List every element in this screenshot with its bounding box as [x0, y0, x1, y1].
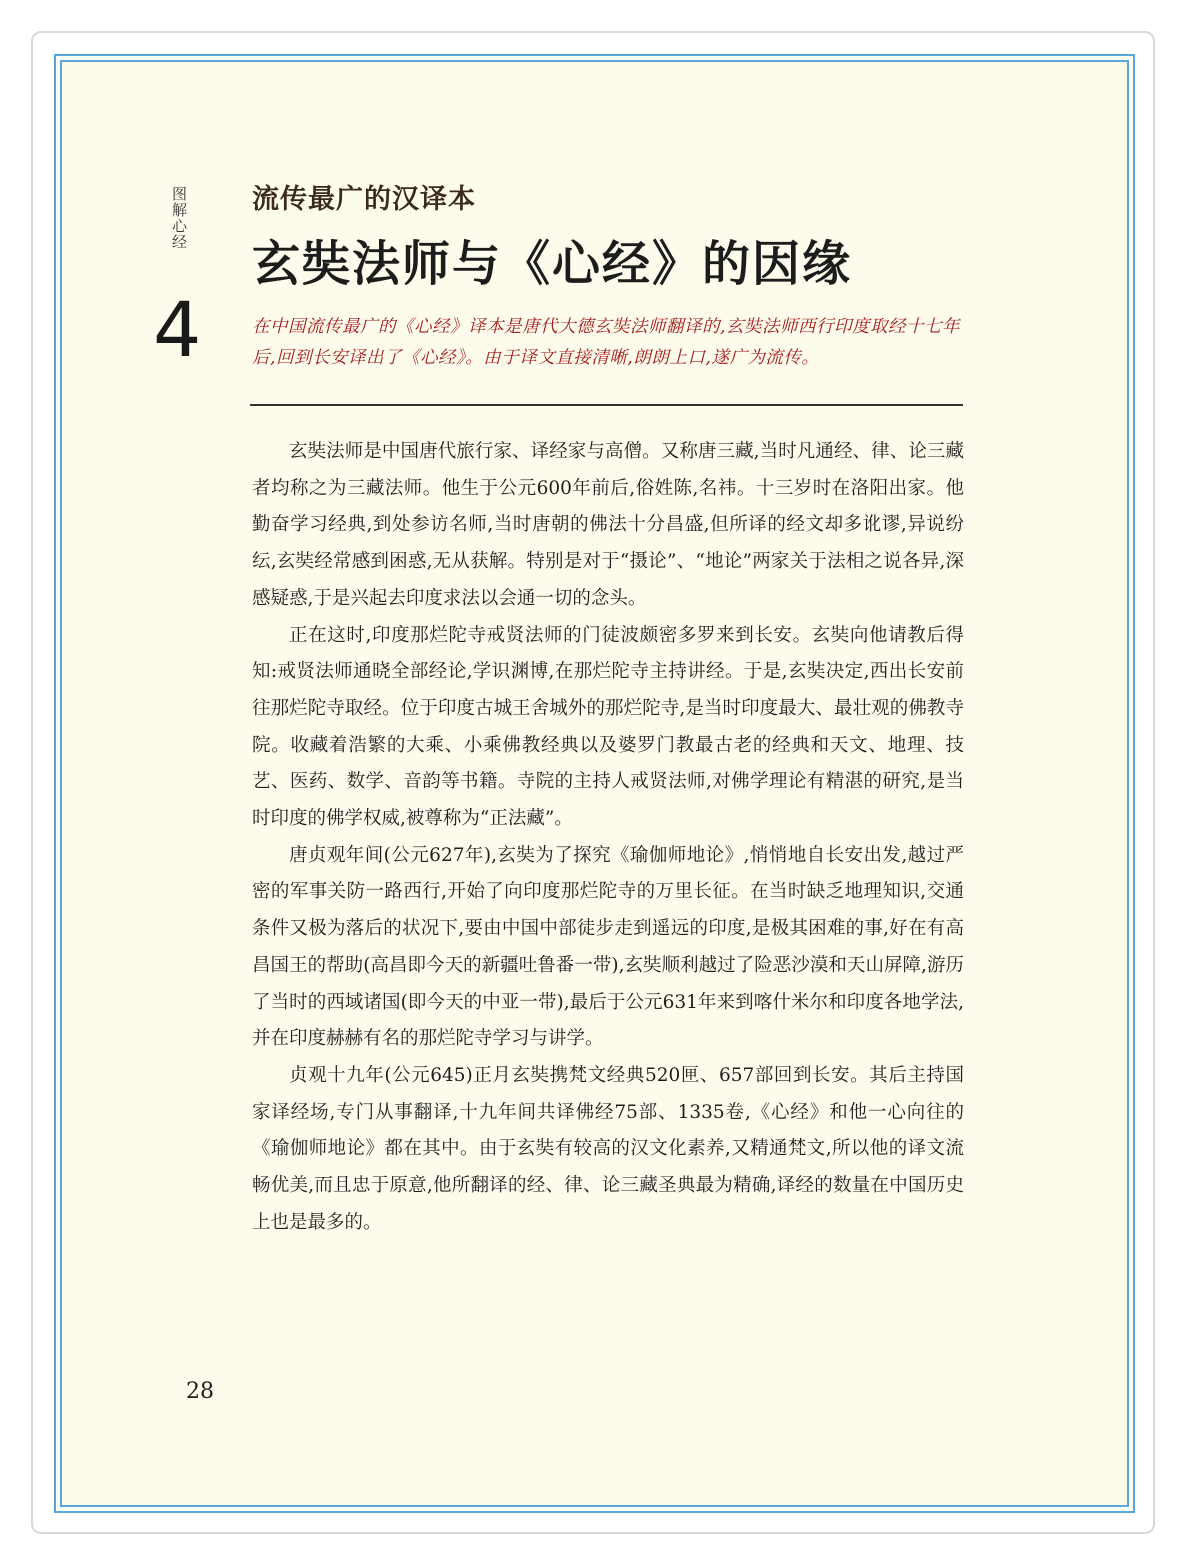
section-title: 玄奘法师与《心经》的因缘: [252, 236, 853, 292]
page-number: 28: [186, 1379, 214, 1404]
chapter-number: 4: [153, 285, 202, 374]
paragraph: 正在这时,印度那烂陀寺戒贤法师的门徒波颇密多罗来到长安。玄奘向他请教后得知:戒贤法师通晓全部经论,学识渊博,在那烂陀寺主持讲经。于是,玄奘决定,西出长安前往那烂陀寺取经。位于印度古城王舍城外的那烂陀寺,是当时印度最大、最壮观的佛教寺院。收藏着浩繁的大乘、小乘佛教经典以及婆罗门教最古老的经典和天文、地理、技艺、医药、数学、音韵等书籍。寺院的主持人戒贤法师,对佛学理论有精湛的研究,是当时印度的佛学权威,被尊称为“正法藏”。: [252, 624, 964, 830]
section-subtitle: 流传最广的汉译本: [252, 184, 476, 215]
paragraph: 贞观十九年(公元645)正月玄奘携梵文经典520匣、657部回到长安。其后主持国家译经场,专门从事翻译,十九年间共译佛经75部、1335卷,《心经》和他一心向往的《瑜伽师地论》都在其中。由于玄奘有较高的汉文化素养,又精通梵文,所以他的译文流畅优美,而且忠于原意,他所翻译的经、律、论三藏圣典最为精确,译经的数量在中国历史上也是最多的。: [252, 1064, 964, 1233]
paragraph: 唐贞观年间(公元627年),玄奘为了探究《瑜伽师地论》,悄悄地自长安出发,越过严密的军事关防一路西行,开始了向印度那烂陀寺的万里长征。在当时缺乏地理知识,交通条件又极为落后的状况下,要由中国中部徒步走到遥远的印度,是极其困难的事,好在有高昌国王的帮助(高昌即今天的新疆吐鲁番一带),玄奘顺利越过了险恶沙漠和天山屏障,游历了当时的西域诸国(即今天的中亚一带),最后于公元631年来到喀什米尔和印度各地学法,并在印度赫赫有名的那烂陀寺学习与讲学。: [252, 844, 964, 1050]
article-body: [252, 434, 964, 1241]
paragraph: 玄奘法师是中国唐代旅行家、译经家与高僧。又称唐三藏,当时凡通经、律、论三藏者均称之为三藏法师。他生于公元600年前后,俗姓陈,名祎。十三岁时在洛阳出家。他勤奋学习经典,到处参访名师,当时唐朝的佛法十分昌盛,但所译的经文却多讹谬,异说纷纭,玄奘经常感到困惑,无从获解。特别是对于“摄论”、“地论”两家关于法相之说各异,深感疑惑,于是兴起去印度求法以会通一切的念头。: [252, 441, 964, 609]
title-divider: [250, 404, 963, 406]
section-intro: 在中国流传最广的《心经》译本是唐代大德玄奘法师翻译的,玄奘法师西行印度取经十七年后,回到长安译出了《心经》。由于译文直接清晰,朗朗上口,遂广为流传。: [252, 317, 961, 368]
book-side-label: 图解心经: [170, 186, 188, 250]
